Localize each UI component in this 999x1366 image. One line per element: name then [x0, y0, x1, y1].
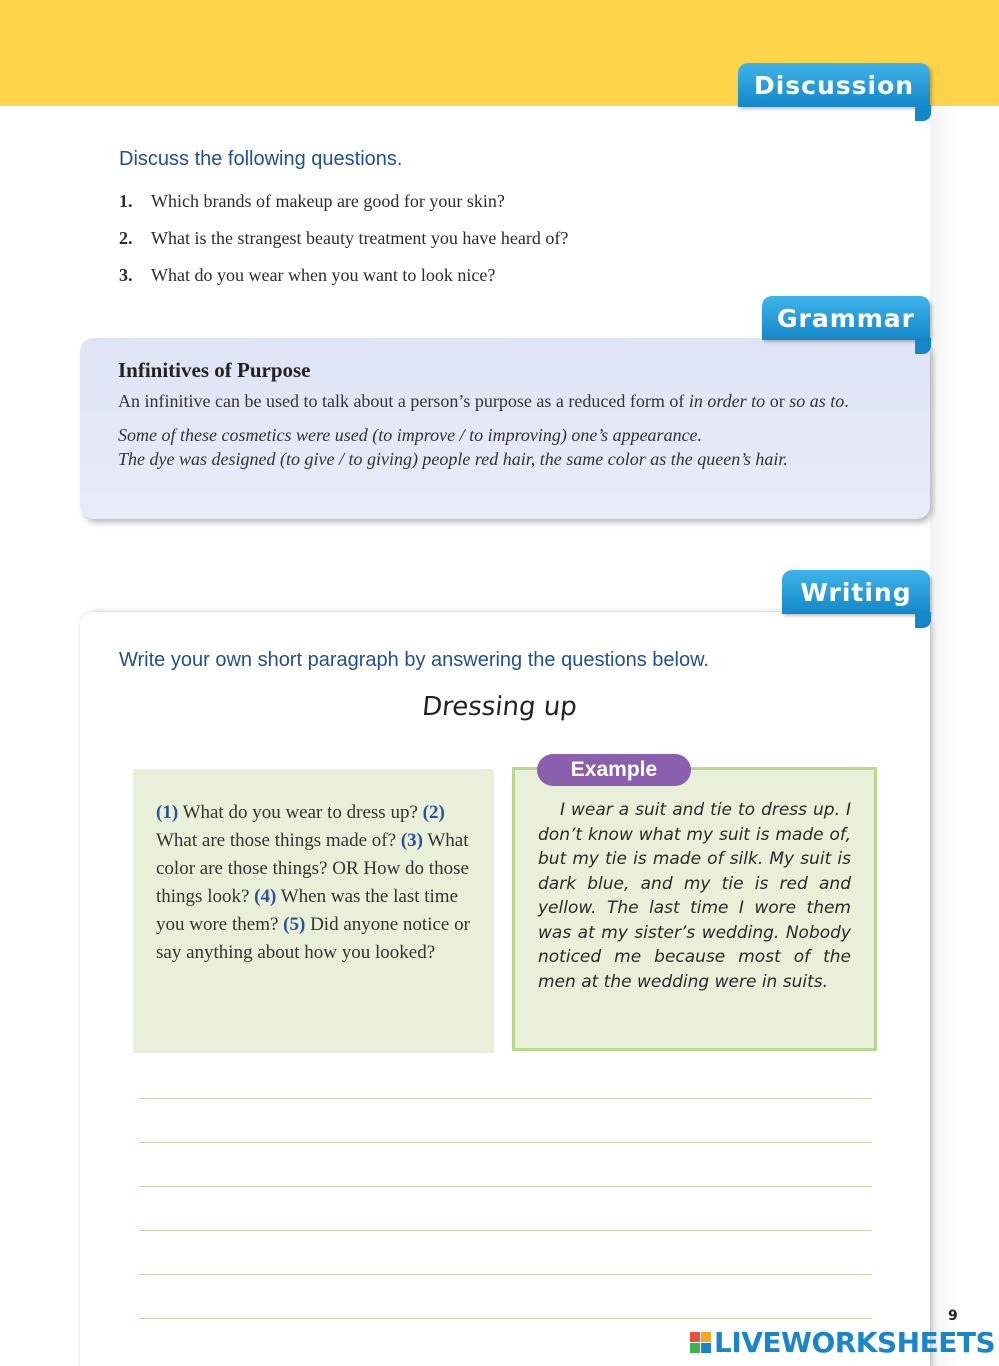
- example-label: Example: [537, 754, 691, 786]
- question-number: 2.: [119, 228, 133, 248]
- discussion-question-list: [119, 190, 819, 301]
- grammar-box: [80, 338, 930, 519]
- liveworksheets-logo: [690, 1326, 995, 1358]
- answer-line[interactable]: [139, 1142, 872, 1143]
- liveworksheets-logo-text: LIVEWORKSHEETS: [714, 1325, 996, 1359]
- grammar-rule-text: .: [844, 391, 849, 411]
- grammar-title: Infinitives of Purpose: [118, 358, 311, 382]
- writing-tab: Writing: [782, 570, 930, 614]
- example-paragraph: I wear a suit and tie to dress up. I don’t know what my suit is made of, but my tie is made of silk. My suit is dark blue, and my tie is red and yellow. The last time I wore them was at my sister’s wedding. Nobody noticed me because most of the men at the wedding were in suits.: [538, 800, 851, 992]
- answer-line[interactable]: [139, 1098, 872, 1099]
- discussion-heading: Discuss the following questions.: [119, 148, 403, 170]
- prompt-number: (1): [156, 802, 179, 823]
- prompt-number: (3): [400, 830, 423, 851]
- question-text: What is the strangest beauty treatment you have heard of?: [151, 228, 569, 248]
- grammar-tab: Grammar: [762, 296, 930, 340]
- discussion-question: [119, 264, 819, 301]
- liveworksheets-logo-icon: [690, 1332, 711, 1353]
- example-box: [512, 767, 877, 1051]
- prompt-text: When was the last time you wore them?: [156, 886, 459, 935]
- grammar-rule-text: or: [765, 391, 790, 411]
- answer-line[interactable]: [139, 1274, 872, 1275]
- prompt-number: (2): [422, 802, 445, 823]
- page-number: 9: [948, 1308, 958, 1324]
- question-text: Which brands of makeup are good for your skin?: [151, 191, 505, 211]
- discussion-tab: Discussion: [738, 63, 930, 107]
- grammar-rule-text: An infinitive can be used to talk about a person’s purpose as a reduced form of: [118, 391, 689, 411]
- prompt-text: What are those things made of?: [156, 830, 401, 851]
- writing-prompts-box: [133, 769, 494, 1053]
- grammar-example: Some of these cosmetics were used (to improve / to improving) one’s appearance.: [118, 425, 703, 445]
- prompt-text: What do you wear to dress up?: [178, 802, 423, 823]
- discussion-question: [119, 227, 819, 264]
- prompt-number: (5): [283, 914, 306, 935]
- writing-heading: Write your own short paragraph by answering the questions below.: [119, 649, 709, 671]
- grammar-rule-emphasis: so as to: [789, 391, 845, 411]
- prompt-text: What color are those things? OR How do those things look?: [156, 830, 469, 907]
- prompt-number: (4): [254, 886, 277, 907]
- grammar-example: The dye was designed (to give / to giving) people red hair, the same color as the queen’s hair.: [118, 449, 788, 469]
- writing-title: Dressing up: [420, 692, 579, 722]
- question-number: 1.: [119, 191, 133, 211]
- grammar-rule-emphasis: in order to: [688, 391, 766, 411]
- answer-line[interactable]: [139, 1186, 872, 1187]
- question-text: What do you wear when you want to look nice?: [151, 265, 496, 285]
- question-number: 3.: [119, 265, 133, 285]
- page-edge-shadow: [930, 106, 999, 1366]
- discussion-question: [119, 190, 819, 227]
- prompt-text: Did anyone notice or say anything about how you looked?: [156, 914, 470, 963]
- answer-line[interactable]: [139, 1230, 872, 1231]
- grammar-rule: [118, 389, 892, 413]
- answer-line[interactable]: [139, 1318, 872, 1319]
